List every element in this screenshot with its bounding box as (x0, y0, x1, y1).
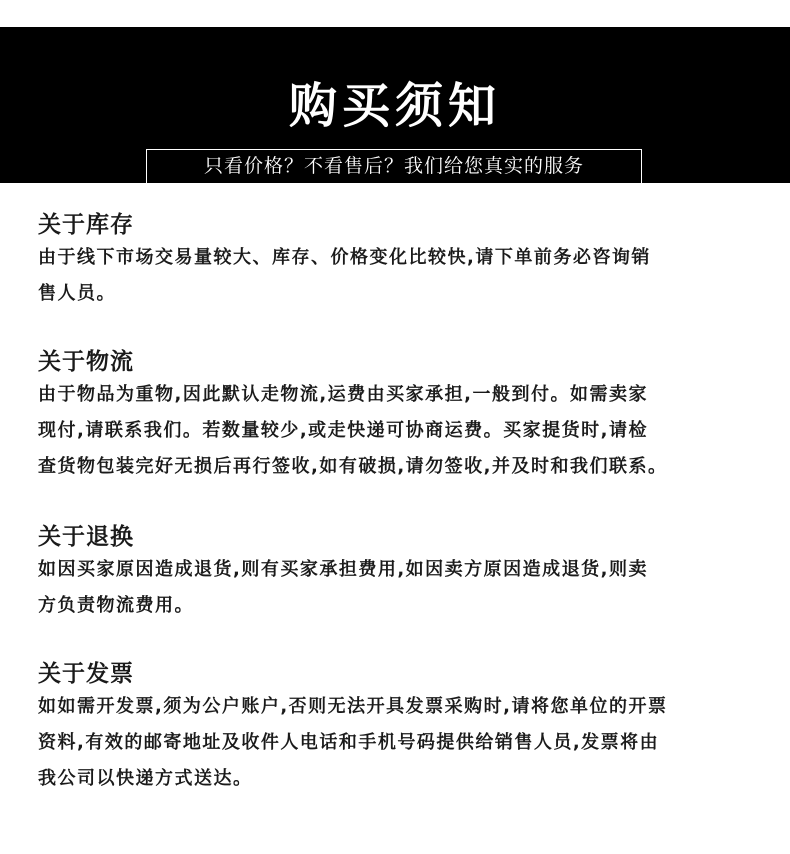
section-body (38, 689, 768, 797)
header-banner (0, 27, 790, 183)
body-line: 我公司以快递方式送达。 (38, 768, 253, 789)
section-body (38, 240, 768, 312)
body-line: 售人员。 (38, 283, 116, 304)
body-line: 由于物品为重物,因此默认走物流,运费由买家承担,一般到付。如需卖家 (38, 384, 649, 405)
body-line: 如因买家原因造成退货,则有买家承担费用,如因卖方原因造成退货,则卖 (38, 559, 649, 580)
body-line: 查货物包装完好无损后再行签收,如有破损,请勿签收,并及时和我们联系。 (38, 456, 668, 477)
body-line: 如如需开发票,须为公户账户,否则无法开具发票采购时,请将您单位的开票 (38, 696, 668, 717)
section-title: 关于库存 (38, 212, 134, 238)
body-line: 由于线下市场交易量较大、库存、价格变化比较快,请下单前务必咨询销 (38, 247, 651, 268)
body-line: 现付,请联系我们。若数量较少,或走快递可协商运费。买家提货时,请检 (38, 420, 649, 441)
body-line: 方负责物流费用。 (38, 595, 194, 616)
section-title: 关于物流 (38, 349, 134, 375)
section-logistics (38, 347, 768, 485)
section-stock (38, 210, 768, 312)
section-invoice (38, 659, 768, 797)
page-title: 购买须知 (288, 78, 501, 134)
section-title: 关于退换 (38, 524, 134, 550)
section-body (38, 377, 768, 485)
body-line: 资料,有效的邮寄地址及收件人电话和手机号码提供给销售人员,发票将由 (38, 732, 660, 753)
section-title: 关于发票 (38, 661, 134, 687)
section-body (38, 552, 768, 624)
section-return (38, 522, 768, 624)
page-subtitle: 只看价格？不看售后？我们给您真实的服务 (146, 149, 642, 185)
